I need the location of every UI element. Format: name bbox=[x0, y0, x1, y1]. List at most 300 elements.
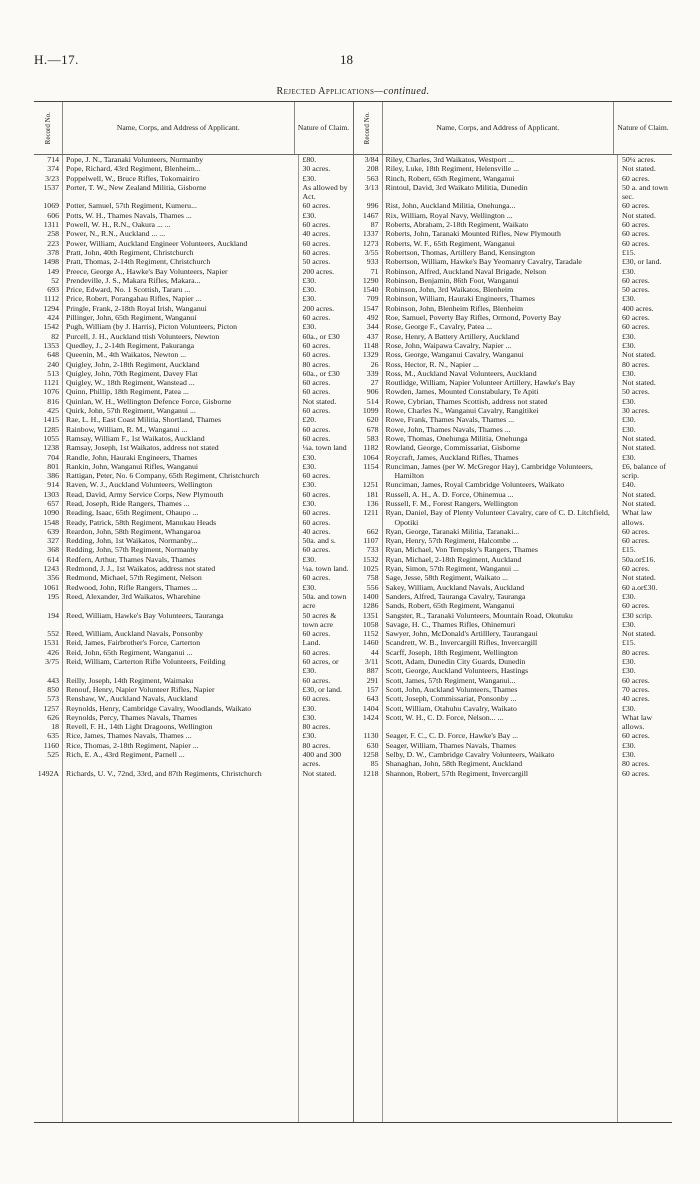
table-row bbox=[354, 360, 673, 369]
record-number: 157 bbox=[366, 684, 379, 694]
claim-value: £15. bbox=[622, 638, 636, 648]
record-number: 425 bbox=[47, 406, 59, 416]
claim-value: 50a. and town acre bbox=[302, 591, 347, 611]
applicant-entry: Russell, F. M., Forest Rangers, Wellington bbox=[385, 498, 518, 508]
table-row bbox=[34, 285, 353, 294]
record-number: 1531 bbox=[43, 638, 59, 648]
record-number: 573 bbox=[47, 694, 59, 704]
applicant-entry: Rix, William, Royal Navy, Wellington ... bbox=[385, 210, 513, 220]
claim-value: 60 acres. bbox=[622, 536, 650, 546]
record-number: 1257 bbox=[43, 703, 59, 713]
record-number: 1285 bbox=[43, 424, 59, 434]
applicant-entry: Pratt, Thomas, 2-14th Regiment, Christchurch bbox=[66, 257, 211, 267]
table-row bbox=[354, 657, 673, 666]
claim-value: 60 acres. bbox=[302, 406, 331, 416]
applicant-entry: Ryan, Michael, 2-18th Regiment, Auckland bbox=[385, 554, 522, 564]
table-row bbox=[34, 480, 353, 489]
table-row bbox=[34, 397, 353, 406]
record-number: 208 bbox=[366, 164, 379, 174]
record-number: 194 bbox=[47, 610, 59, 620]
table-row bbox=[354, 694, 673, 703]
record-number: 1243 bbox=[43, 564, 59, 574]
table-row bbox=[354, 443, 673, 452]
record-number: 85 bbox=[370, 759, 379, 769]
table-row bbox=[354, 499, 673, 508]
claim-value: 60 acres. bbox=[622, 313, 650, 323]
claim-value: 60 acres. bbox=[302, 201, 331, 211]
applicant-entry: Redmond, Michael, 57th Regiment, Nelson bbox=[66, 573, 202, 583]
claim-value: 80 acres. bbox=[622, 647, 650, 657]
record-number: 424 bbox=[47, 313, 59, 323]
claim-value: 50 acres. bbox=[302, 257, 331, 267]
applicant-entry: Robertson, William, Hawke's Bay Yeomanry Cavalry, Taradale bbox=[385, 257, 582, 267]
applicant-entry: Rainbow, William, R. M., Wanganui ... bbox=[66, 424, 188, 434]
applicant-entry: Ross, George, Wanganui Cavalry, Wanganui bbox=[385, 350, 524, 360]
table-row bbox=[34, 332, 353, 341]
claim-value: 60 acres. bbox=[302, 220, 331, 230]
table-row bbox=[34, 415, 353, 424]
applicant-entry: Reid, William, Carterton Rifle Volunteers, Feilding bbox=[66, 657, 226, 667]
claim-value: £30. bbox=[622, 740, 636, 750]
applicant-entry: Quigley, John, 70th Regiment, Davey Flat bbox=[66, 368, 198, 378]
table-row bbox=[354, 731, 673, 740]
record-number: 758 bbox=[366, 573, 379, 583]
record-number: 906 bbox=[366, 387, 379, 397]
record-number: 374 bbox=[47, 164, 59, 174]
claim-value: £80. bbox=[302, 155, 317, 164]
applicant-entry: Rowe, Charles N., Wanganui Cavalry, Rangitikei bbox=[385, 406, 539, 416]
applicant-entry: Rowland, George, Commissariat, Gisborne bbox=[385, 443, 521, 453]
record-number: 1148 bbox=[363, 340, 379, 350]
claim-value: £30. bbox=[622, 331, 636, 341]
claim-value: Not stated. bbox=[622, 433, 656, 443]
claim-value: 50 acres. bbox=[622, 285, 650, 295]
applicant-entry: Scott, Joseph, Commissariat, Ponsonby ... bbox=[385, 694, 517, 704]
claim-value: 60 acres. bbox=[622, 526, 650, 536]
table-row bbox=[354, 555, 673, 564]
applicant-entry: Pope, Richard, 43rd Regiment, Blenheim... bbox=[66, 164, 201, 174]
claim-value: 60 acres. bbox=[302, 387, 331, 397]
applicant-entry: Richards, U. V., 72nd, 33rd, and 87th Regiments, Christchurch bbox=[66, 768, 262, 778]
claim-value: 50 acres. bbox=[622, 387, 650, 397]
table-row bbox=[34, 685, 353, 694]
applicant-entry: Reed, William, Auckland Navals, Ponsonby bbox=[66, 629, 204, 639]
record-number: 1547 bbox=[362, 303, 379, 313]
claim-value: £30. bbox=[302, 294, 317, 304]
applicant-entry: Robertson, Thomas, Artillery Band, Kensington bbox=[385, 247, 535, 257]
record-number: 1290 bbox=[362, 275, 379, 285]
record-number: 1064 bbox=[362, 452, 379, 462]
claim-value: Not stated. bbox=[302, 768, 337, 778]
claim-value: £30. bbox=[622, 340, 636, 350]
record-number: 996 bbox=[366, 201, 379, 211]
applicant-entry: Scott, W. H., C. D. Force, Nelson... ... bbox=[385, 712, 504, 722]
claim-value: £30. bbox=[302, 712, 317, 722]
claim-value: 60 acres. bbox=[622, 238, 650, 248]
table-row bbox=[34, 164, 353, 173]
claim-value: Not stated. bbox=[622, 164, 656, 174]
applicant-entry: Prendeville, J. S., Makara Rifles, Makara... bbox=[66, 275, 201, 285]
claim-value: £30. bbox=[302, 731, 317, 741]
claim-value: £30. bbox=[622, 396, 636, 406]
record-number: 3/75 bbox=[45, 657, 59, 667]
claim-value: Not stated. bbox=[622, 629, 656, 639]
record-number: 26 bbox=[370, 359, 379, 369]
claim-value: 60 acres. bbox=[622, 201, 650, 211]
record-number: 1492A bbox=[37, 768, 59, 778]
claim-value: 40 acres. bbox=[302, 526, 331, 536]
table-row bbox=[34, 183, 353, 202]
applicant-entry: Reid, John, 65th Regiment, Wanganui ... bbox=[66, 647, 193, 657]
table-row bbox=[34, 629, 353, 638]
applicant-entry: Renouf, Henry, Napier Volunteer Rifles, Napier bbox=[66, 684, 215, 694]
record-number: 1025 bbox=[362, 564, 379, 574]
record-number: 1353 bbox=[43, 340, 59, 350]
record-number: 525 bbox=[47, 750, 59, 759]
claim-value: 400 and 300 acres. bbox=[302, 750, 342, 769]
right-rows bbox=[354, 155, 673, 1122]
table-row bbox=[354, 453, 673, 462]
record-number: 1498 bbox=[43, 257, 59, 267]
table-row bbox=[354, 508, 673, 527]
claim-value: 60 acres. bbox=[302, 489, 331, 499]
record-number: 1076 bbox=[43, 387, 59, 397]
table-row bbox=[34, 322, 353, 331]
claim-value: 60 acres. bbox=[622, 173, 650, 183]
claim-value: £30. bbox=[622, 424, 636, 434]
claim-value: £15. bbox=[622, 545, 636, 555]
applicant-entry: Preece, George A., Hawke's Bay Volunteers, Napier bbox=[66, 266, 228, 276]
applicant-entry: Rice, James, Thames Navals, Thames ... bbox=[66, 731, 192, 741]
claim-value: £30. bbox=[622, 591, 636, 601]
report-id: H.—17. bbox=[34, 52, 79, 67]
name-header: Name, Corps, and Address of Applicant. bbox=[383, 102, 615, 154]
table-row bbox=[354, 155, 673, 164]
table-row bbox=[34, 508, 353, 517]
table-row bbox=[34, 434, 353, 443]
table-title-main: Rejected Applications bbox=[276, 86, 375, 97]
applicant-entry: Reardon, John, 58th Regiment, Whangaroa bbox=[66, 526, 201, 536]
table-row bbox=[354, 220, 673, 229]
claim-value: ¼a. town land bbox=[302, 443, 347, 453]
claim-value: 60 acres. bbox=[302, 573, 331, 583]
applicant-entry: Price, Edward, No. 1 Scottish, Tararu ... bbox=[66, 285, 191, 295]
record-number: 1055 bbox=[43, 433, 59, 443]
record-number: 339 bbox=[366, 368, 379, 378]
record-no-header: Record No. bbox=[354, 102, 383, 154]
table-row bbox=[34, 406, 353, 415]
applicant-entry: Rice, Thomas, 2-18th Regiment, Napier ... bbox=[66, 740, 199, 750]
table-row bbox=[354, 397, 673, 406]
claim-value: 60 acres. bbox=[302, 424, 331, 434]
table-row bbox=[354, 313, 673, 322]
table-row bbox=[354, 564, 673, 573]
record-number: 1540 bbox=[362, 285, 379, 295]
record-number: 1069 bbox=[43, 201, 59, 211]
applicant-entry: Reynolds, Percy, Thames Navals, Thames bbox=[66, 712, 198, 722]
claim-value: 60 acres. bbox=[302, 517, 331, 527]
claim-value: What law allows. bbox=[622, 712, 653, 732]
table-row bbox=[34, 564, 353, 573]
claim-value: £30. bbox=[302, 582, 317, 592]
claim-value: Not stated. bbox=[622, 443, 656, 453]
record-number: 1107 bbox=[363, 536, 379, 546]
table-row bbox=[34, 731, 353, 740]
table-row bbox=[354, 648, 673, 657]
table-row bbox=[354, 536, 673, 545]
claim-value: 60 acres. bbox=[302, 433, 331, 443]
claim-value: Not stated. bbox=[622, 210, 656, 220]
record-number: 678 bbox=[366, 424, 379, 434]
claim-value: £30. bbox=[302, 275, 317, 285]
applicant-entry: Scott, James, 57th Regiment, Wanganui... bbox=[385, 675, 516, 685]
applicant-entry: Rowe, Cybrian, Thames Scottish, address not stated bbox=[385, 396, 548, 406]
applicant-entry: Robinson, John, 3rd Waikatos, Blenheim bbox=[385, 285, 514, 295]
record-number: 643 bbox=[366, 694, 379, 704]
table-row bbox=[34, 304, 353, 313]
record-number: 3/11 bbox=[364, 657, 379, 667]
claim-value: 60 acres. bbox=[302, 313, 331, 323]
record-number: 195 bbox=[47, 591, 59, 601]
applicant-entry: Revell, F. H., 14th Light Dragoons, Wellington bbox=[66, 722, 213, 732]
left-rows bbox=[34, 155, 353, 1122]
applicant-entry: Rich, E. A., 43rd Regiment, Parnell ... bbox=[66, 750, 185, 759]
record-number: 1329 bbox=[362, 350, 379, 360]
table-row bbox=[354, 611, 673, 620]
record-number: 1548 bbox=[43, 517, 59, 527]
table-row bbox=[34, 155, 353, 164]
claim-value: 80 acres. bbox=[302, 740, 331, 750]
applicant-entry: Rowe, Thomas, Onehunga Militia, Onehunga bbox=[385, 433, 528, 443]
applicant-entry: Routlidge, William, Napier Volunteer Artillery, Hawke's Bay bbox=[385, 378, 576, 388]
applicant-entry: Riley, Charles, 3rd Waikatos, Westport ... bbox=[385, 155, 515, 164]
record-number: 386 bbox=[47, 471, 59, 481]
table-row bbox=[354, 406, 673, 415]
record-number: 639 bbox=[47, 526, 59, 536]
applicant-entry: Riley, Luke, 18th Regiment, Helensville ... bbox=[385, 164, 520, 174]
applicant-entry: Power, William, Auckland Engineer Volunteers, Auckland bbox=[66, 238, 248, 248]
table-row bbox=[34, 267, 353, 276]
record-number: 1112 bbox=[43, 294, 59, 304]
record-number: 1294 bbox=[43, 303, 59, 313]
applicant-entry: Ramsay, Joseph, 1st Waikatos, address not stated bbox=[66, 443, 219, 453]
applicant-entry: Ryan, Henry, 57th Regiment, Halcombe ... bbox=[385, 536, 519, 546]
record-number: 704 bbox=[47, 452, 59, 462]
applicant-entry: Poppelwell, W., Bruce Rifles, Tokomairiro bbox=[66, 173, 200, 183]
record-number: 3/84 bbox=[364, 155, 379, 164]
record-number: 1090 bbox=[43, 508, 59, 518]
record-number: 552 bbox=[47, 629, 59, 639]
record-number: 1061 bbox=[43, 582, 59, 592]
record-number: 709 bbox=[366, 294, 379, 304]
applicant-entry: Redwood, John, Rifle Rangers, Thames ... bbox=[66, 582, 198, 592]
claim-value: £30, or land. bbox=[302, 684, 342, 694]
record-number: 378 bbox=[47, 247, 59, 257]
applicant-entry: Raven, W. J., Auckland Volunteers, Wellington bbox=[66, 480, 213, 490]
record-number: 181 bbox=[366, 489, 379, 499]
table-row bbox=[354, 676, 673, 685]
applicant-entry: Rae, L. H., East Coast Militia, Shortland, Thames bbox=[66, 415, 222, 425]
table-row bbox=[354, 341, 673, 350]
table-row bbox=[354, 527, 673, 536]
claim-value: £30. bbox=[622, 294, 636, 304]
name-header: Name, Corps, and Address of Applicant. bbox=[63, 102, 295, 154]
record-number: 1351 bbox=[362, 610, 379, 620]
claim-value: £30. bbox=[302, 480, 317, 490]
table-row bbox=[354, 545, 673, 554]
applicant-entry: Runciman, James (per W. McGregor Hay), Cambridge Volunteers, Hamilton bbox=[385, 461, 593, 481]
claim-value: £15. bbox=[622, 247, 636, 257]
record-number: 816 bbox=[47, 396, 59, 406]
claim-value: 60 acres. bbox=[302, 647, 331, 657]
record-number: 3/13 bbox=[364, 182, 379, 192]
claim-value: £30. bbox=[302, 498, 317, 508]
table-row bbox=[34, 360, 353, 369]
claim-value: £30. bbox=[302, 210, 317, 220]
applicant-entry: Reed, Alexander, 3rd Waikatos, Wharehine bbox=[66, 591, 201, 601]
table-row bbox=[34, 573, 353, 582]
record-number: 258 bbox=[47, 229, 59, 239]
record-number: 513 bbox=[47, 368, 59, 378]
table-row bbox=[34, 462, 353, 471]
table-row bbox=[34, 313, 353, 322]
table-row bbox=[354, 229, 673, 238]
record-number: 620 bbox=[366, 415, 379, 425]
claim-value: 60 acres. bbox=[622, 220, 650, 230]
claim-value: £30. bbox=[302, 173, 317, 183]
applicant-entry: Scarff, Joseph, 18th Regiment, Wellington bbox=[385, 647, 518, 657]
claim-value: 60 acres, or £30. bbox=[302, 657, 339, 676]
claim-value: Not stated. bbox=[622, 489, 656, 499]
applicant-entry: Roberts, John, Taranaki Mounted Rifles, New Plymouth bbox=[385, 229, 561, 239]
table-row bbox=[354, 201, 673, 210]
applicant-entry: Randle, John, Hauraki Engineers, Thames bbox=[66, 452, 198, 462]
applicant-entry: Redding, John, 1st Waikatos, Normanby... bbox=[66, 536, 198, 546]
record-number: 71 bbox=[370, 266, 379, 276]
table-row bbox=[34, 750, 353, 769]
record-number: 1211 bbox=[363, 508, 379, 518]
table-row bbox=[34, 741, 353, 750]
claim-value: £30, or land. bbox=[622, 257, 662, 267]
table-row bbox=[354, 620, 673, 629]
claim-value: 60 acres. bbox=[302, 471, 331, 481]
applicant-entry: Reid, James, Fairbrother's Force, Carterton bbox=[66, 638, 201, 648]
claim-value: 60 acres. bbox=[302, 350, 331, 360]
table-row bbox=[354, 713, 673, 732]
applicant-entry: Sanders, Alfred, Tauranga Cavalry, Tauranga bbox=[385, 591, 526, 601]
applicant-entry: Rowe, John, Thames Navals, Thames ... bbox=[385, 424, 511, 434]
record-number: 1152 bbox=[363, 629, 379, 639]
record-number: 630 bbox=[366, 740, 379, 750]
record-number: 1532 bbox=[362, 554, 379, 564]
claim-value: 50a. and s. bbox=[302, 536, 336, 546]
claim-value: £30. bbox=[622, 666, 636, 676]
table-row bbox=[34, 425, 353, 434]
applicant-entry: Sage, Jesse, 58th Regiment, Waikato ... bbox=[385, 573, 508, 583]
applicant-entry: Ross, M., Auckland Naval Volunteers, Auckland bbox=[385, 368, 537, 378]
table-row bbox=[354, 239, 673, 248]
table-row bbox=[354, 369, 673, 378]
applicant-entry: Rintoul, David, 3rd Waikato Militia, Dunedin bbox=[385, 182, 528, 192]
table-row bbox=[34, 704, 353, 713]
table-row bbox=[354, 629, 673, 638]
applicant-entry: Quigley, John, 2-18th Regiment, Auckland bbox=[66, 359, 200, 369]
applicant-entry: Scott, George, Auckland Volunteers, Hastings bbox=[385, 666, 529, 676]
applicant-entry: Seager, William, Thames Navals, Thames bbox=[385, 740, 516, 750]
table-row bbox=[354, 685, 673, 694]
record-number: 1238 bbox=[43, 443, 59, 453]
table-row bbox=[34, 555, 353, 564]
applicant-entry: Seager, F. C., C. D. Force, Hawke's Bay ... bbox=[385, 731, 519, 741]
applicant-entry: Sawyer, John, McDonald's Artilllery, Taurangaui bbox=[385, 629, 538, 639]
record-number: 240 bbox=[47, 359, 59, 369]
applicant-entry: Robinson, Alfred, Auckland Naval Brigade, Nelson bbox=[385, 266, 547, 276]
table-row bbox=[34, 490, 353, 499]
record-number: 1537 bbox=[43, 182, 59, 192]
record-number: 1058 bbox=[362, 619, 379, 629]
claim-value: 30 acres. bbox=[622, 406, 650, 416]
record-number: 514 bbox=[366, 396, 379, 406]
claim-value: 50a.or£16. bbox=[622, 554, 656, 564]
table-row bbox=[34, 499, 353, 508]
record-number: 1467 bbox=[362, 210, 379, 220]
applicant-entry: Reynolds, Henry, Cambridge Cavalry, Woodlands, Waikato bbox=[66, 703, 252, 713]
claim-value: What law allows. bbox=[622, 508, 653, 527]
applicant-entry: Reilly, Joseph, 14th Regiment, Waimaku bbox=[66, 675, 194, 685]
table-row bbox=[34, 201, 353, 210]
table-row bbox=[354, 415, 673, 424]
record-number: 327 bbox=[47, 536, 59, 546]
table-row bbox=[34, 369, 353, 378]
applicant-entry: Rowden, James, Mounted Constabulary, Te Apiti bbox=[385, 387, 539, 397]
claim-value: 60 acres. bbox=[622, 675, 650, 685]
applicant-entry: Runciman, James, Royal Cambridge Volunteers, Waikato bbox=[385, 480, 565, 490]
claim-value: £30. bbox=[302, 461, 317, 471]
claim-value: 60 acres. bbox=[622, 768, 650, 778]
applicant-entry: Rose, George F., Cavalry, Patea ... bbox=[385, 322, 493, 332]
applicant-entry: Rose, Henry, A Battery Artillery, Auckland bbox=[385, 331, 520, 341]
applicant-entry: Roycraft, James, Auckland Rifles, Thames bbox=[385, 452, 519, 462]
record-number: 801 bbox=[47, 461, 59, 471]
applicant-entry: Shanaghan, John, 58th Regiment, Auckland bbox=[385, 759, 523, 769]
record-number: 27 bbox=[370, 378, 379, 388]
table-row bbox=[354, 322, 673, 331]
table-row bbox=[34, 638, 353, 647]
applicant-entry: Scandrett, W. B., Invercargill Rifles, Invercargill bbox=[385, 638, 538, 648]
table-title bbox=[34, 86, 672, 97]
table-row bbox=[34, 722, 353, 731]
claim-value: 80 acres. bbox=[622, 359, 650, 369]
applicant-entry: Robinson, William, Hauraki Engineers, Thames bbox=[385, 294, 535, 304]
table-row bbox=[34, 211, 353, 220]
record-number: 563 bbox=[366, 173, 379, 183]
record-number: 3/55 bbox=[364, 247, 379, 257]
table-row bbox=[354, 434, 673, 443]
table-row bbox=[354, 425, 673, 434]
applicant-entry: Ramsay, William F., 1st Waikatos, Auckland bbox=[66, 433, 205, 443]
record-number: 52 bbox=[51, 275, 59, 285]
record-number: 1099 bbox=[362, 406, 379, 416]
table-row bbox=[34, 174, 353, 183]
table-row bbox=[354, 490, 673, 499]
table-row bbox=[354, 573, 673, 582]
column-header-row bbox=[34, 102, 353, 155]
record-number: 437 bbox=[366, 331, 379, 341]
right-column-group bbox=[354, 102, 673, 1122]
claim-value: 60 acres. bbox=[302, 675, 331, 685]
record-number: 1251 bbox=[362, 480, 379, 490]
claim-value: £30. bbox=[622, 368, 636, 378]
